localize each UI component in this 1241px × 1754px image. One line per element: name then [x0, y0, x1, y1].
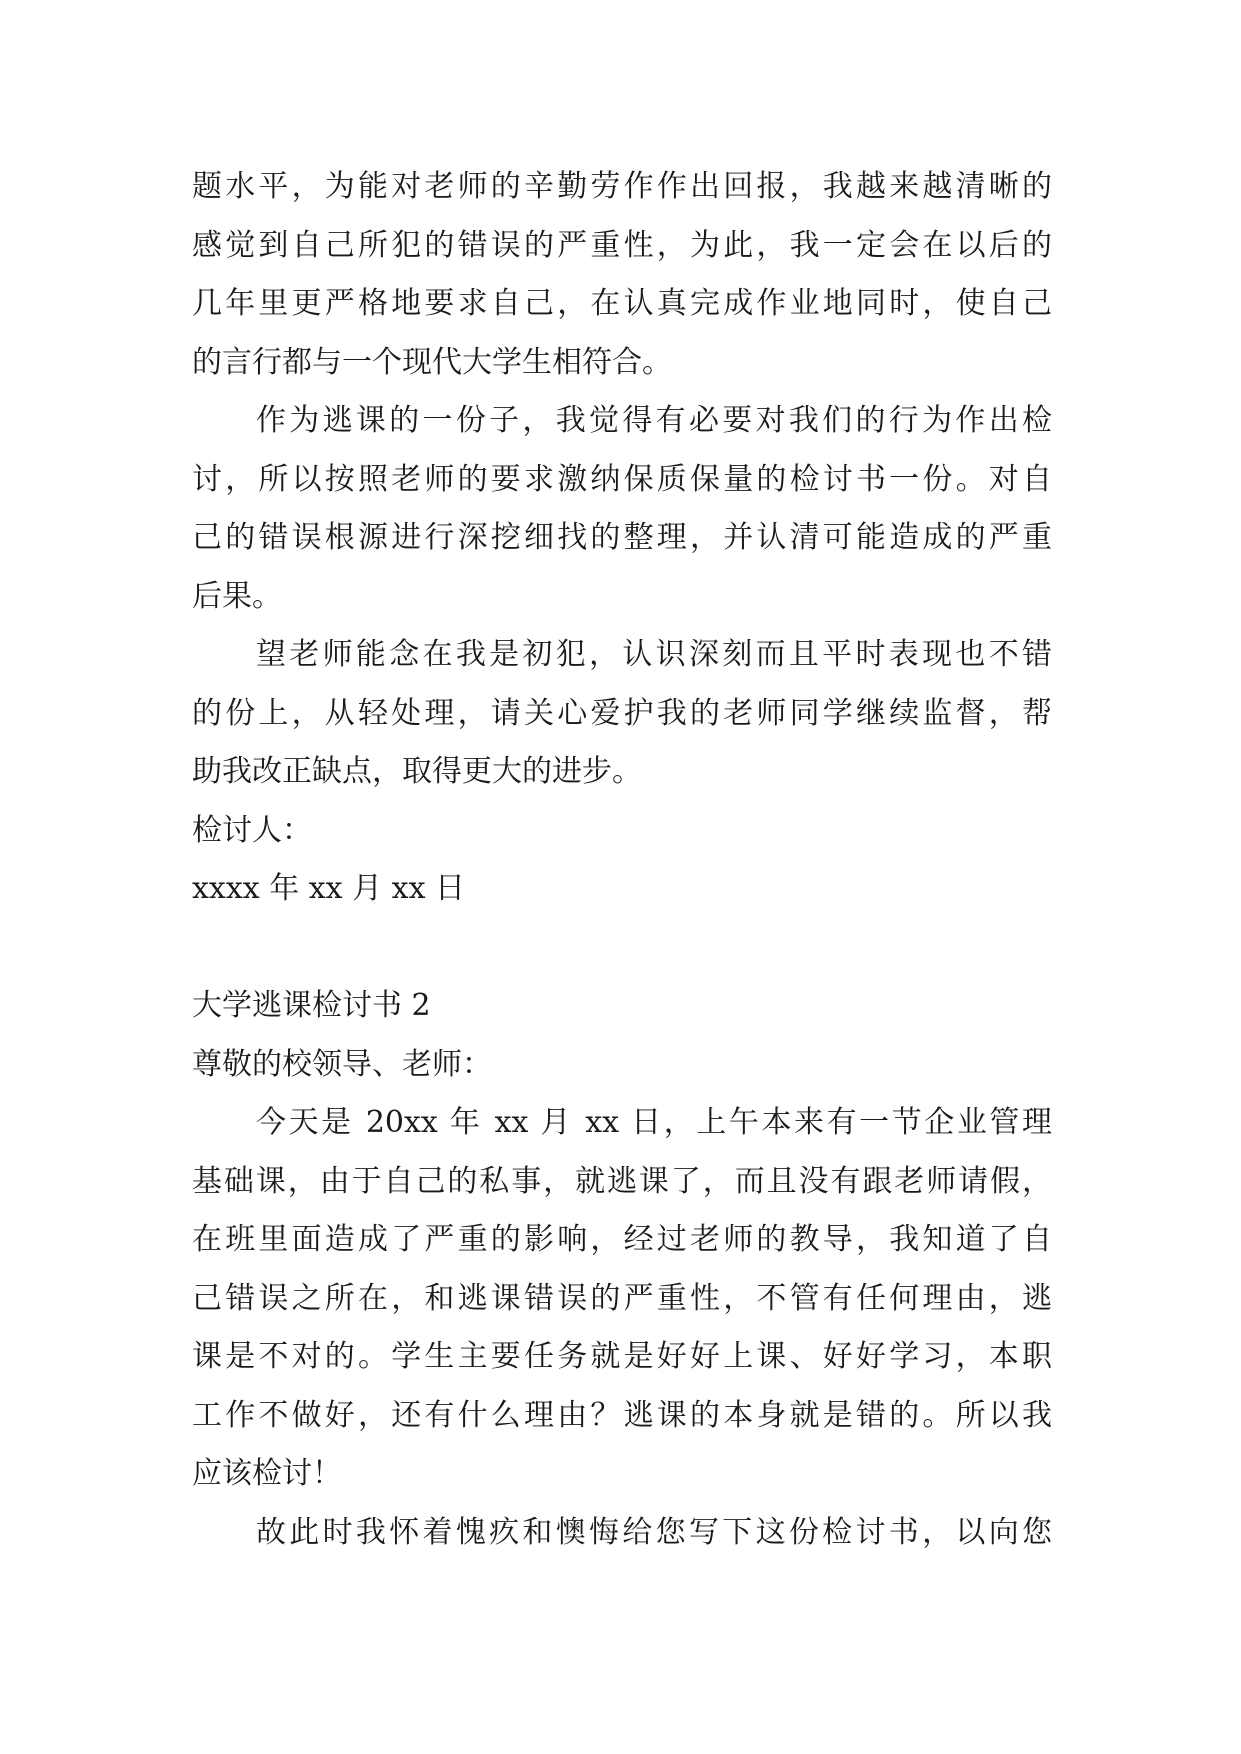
paragraph-line: 故此时我怀着愧疚和懊悔给您写下这份检讨书，以向您 — [256, 1514, 1052, 1550]
paragraph-line: 工作不做好，还有什么理由？逃课的本身就是错的。所以我 — [192, 1397, 1052, 1433]
paragraph-line: 题水平，为能对老师的辛勤劳作作出回报，我越来越清晰的 — [192, 169, 1052, 204]
paragraph-5 — [192, 1504, 1052, 1563]
paragraph-line: 今天是 20xx 年 xx 月 xx 日，上午本来有一节企业管理 — [256, 1105, 1052, 1140]
section-title: 大学逃课检讨书 2 — [192, 988, 431, 1023]
document-body — [192, 158, 1052, 1562]
paragraph-line: 基础课，由于自己的私事，就逃课了，而且没有跟老师请假， — [192, 1163, 1052, 1199]
paragraph-line: 应该检讨！ — [192, 1456, 342, 1491]
paragraph-2 — [192, 392, 1052, 626]
paragraph-line: 感觉到自己所犯的错误的严重性，为此，我一定会在以后的 — [192, 227, 1052, 263]
paragraph-line: 的份上，从轻处理，请关心爱护我的老师同学继续监督，帮 — [192, 695, 1052, 731]
paragraph-line: 助我改正缺点，取得更大的进步。 — [192, 754, 642, 789]
paragraph-line: 望老师能念在我是初犯，认识深刻而且平时表现也不错 — [256, 637, 1052, 672]
paragraph-4 — [192, 1094, 1052, 1504]
paragraph-1 — [192, 158, 1052, 392]
paragraph-line: 课是不对的。学生主要任务就是好好上课、好好学习，本职 — [192, 1339, 1052, 1374]
paragraph-line: 讨，所以按照老师的要求激纳保质保量的检讨书一份。对自 — [192, 461, 1052, 497]
section-spacer — [192, 919, 1052, 978]
paragraph-line: 后果。 — [192, 578, 282, 614]
signature-label: 检讨人： — [192, 812, 312, 848]
date-line: xxxx 年 xx 月 xx 日 — [192, 871, 466, 906]
salutation: 尊敬的校领导、老师： — [192, 1046, 492, 1082]
paragraph-line: 己的错误根源进行深挖细找的整理，并认清可能造成的严重 — [192, 520, 1052, 555]
paragraph-line: 在班里面造成了严重的影响，经过老师的教导，我知道了自 — [192, 1222, 1052, 1257]
paragraph-3 — [192, 626, 1052, 802]
paragraph-line: 几年里更严格地要求自己，在认真完成作业地同时，使自己 — [192, 286, 1052, 321]
paragraph-line: 的言行都与一个现代大学生相符合。 — [192, 344, 672, 380]
paragraph-line: 作为逃课的一份子，我觉得有必要对我们的行为作出检 — [256, 403, 1052, 438]
paragraph-line: 己错误之所在，和逃课错误的严重性，不管有任何理由，逃 — [192, 1280, 1052, 1316]
